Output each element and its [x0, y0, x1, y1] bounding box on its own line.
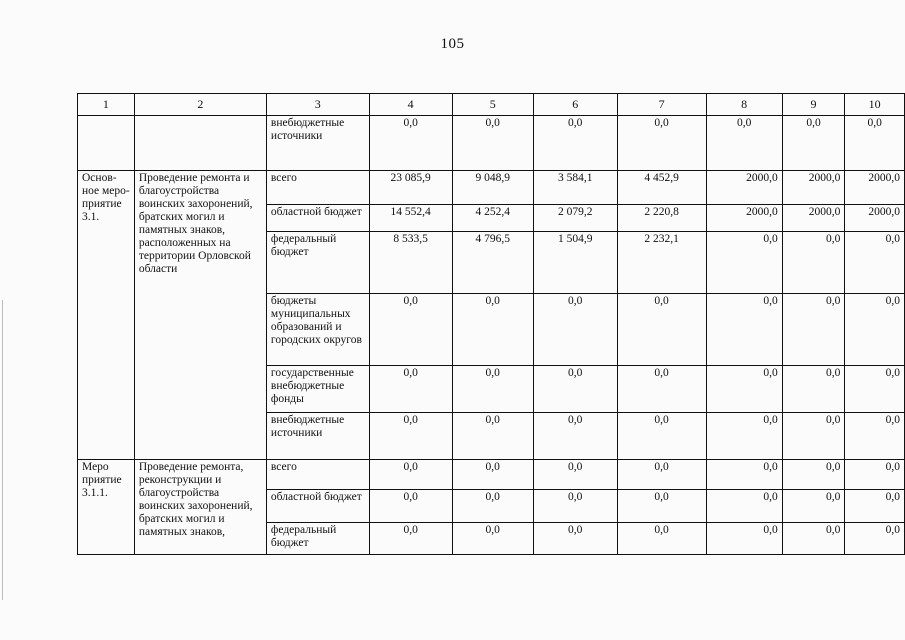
activity-name-cell: Проведение ремонта и благоустройства воинских захоронений, братских могил и памятных знаков, расположенных на территории Орловской области	[134, 171, 266, 460]
value-cell: 2 079,2	[533, 205, 617, 232]
header-cell: 10	[845, 94, 905, 116]
value-cell: 0,0	[369, 294, 452, 366]
value-cell: 0,0	[845, 294, 905, 366]
value-cell: 8 533,5	[369, 232, 452, 294]
source-cell: внебюджетные источники	[266, 116, 369, 171]
header-row	[78, 94, 905, 116]
value-cell: 0,0	[845, 116, 905, 171]
header-cell: 2	[134, 94, 266, 116]
value-cell: 0,0	[845, 523, 905, 555]
value-cell: 0,0	[533, 460, 617, 490]
value-cell: 0,0	[782, 366, 845, 413]
header-cell: 1	[78, 94, 135, 116]
budget-table	[77, 93, 905, 555]
table-body	[78, 94, 905, 555]
value-cell: 0,0	[845, 413, 905, 460]
table-row	[78, 171, 905, 205]
activity-code-cell: Основ-ное меро-приятие 3.1.	[78, 171, 135, 460]
header-cell: 3	[266, 94, 369, 116]
header-cell: 6	[533, 94, 617, 116]
funding-source-cell: областной бюджет	[266, 490, 369, 523]
value-cell: 0,0	[782, 413, 845, 460]
value-cell: 2000,0	[782, 171, 845, 205]
funding-source-cell: всего	[266, 460, 369, 490]
funding-source-cell: всего	[266, 171, 369, 205]
value-cell: 0,0	[845, 490, 905, 523]
value-cell: 0,0	[369, 460, 452, 490]
value-cell: 2000,0	[845, 171, 905, 205]
value-cell: 0,0	[452, 116, 533, 171]
value-cell: 0,0	[706, 116, 782, 171]
funding-source-cell: государственные внебюджетные фонды	[266, 366, 369, 413]
value-cell: 9 048,9	[452, 171, 533, 205]
value-cell: 0,0	[452, 294, 533, 366]
value-cell: 0,0	[452, 413, 533, 460]
value-cell: 1 504,9	[533, 232, 617, 294]
value-cell: 0,0	[845, 366, 905, 413]
activity-name-cell: Проведение ремонта, реконструкции и благоустройства воинских захоронений, братских могил и памятных знаков,	[134, 460, 266, 555]
activity-code-cell: Меро приятие 3.1.1.	[78, 460, 135, 555]
value-cell: 0,0	[617, 294, 706, 366]
funding-source-cell: бюджеты муниципальных образований и городских округов	[266, 294, 369, 366]
value-cell: 0,0	[533, 413, 617, 460]
code-cell-empty	[78, 116, 135, 171]
value-cell: 0,0	[617, 490, 706, 523]
value-cell: 14 552,4	[369, 205, 452, 232]
header-cell: 7	[617, 94, 706, 116]
value-cell: 0,0	[706, 460, 782, 490]
value-cell: 0,0	[533, 294, 617, 366]
value-cell: 0,0	[617, 413, 706, 460]
value-cell: 0,0	[452, 460, 533, 490]
value-cell: 4 452,9	[617, 171, 706, 205]
value-cell: 0,0	[706, 413, 782, 460]
header-cell: 9	[782, 94, 845, 116]
value-cell: 0,0	[452, 366, 533, 413]
funding-source-cell: областной бюджет	[266, 205, 369, 232]
funding-source-cell: федеральный бюджет	[266, 232, 369, 294]
value-cell: 23 085,9	[369, 171, 452, 205]
value-cell: 0,0	[369, 116, 452, 171]
value-cell: 2 220,8	[617, 205, 706, 232]
page-number: 105	[440, 36, 465, 52]
value-cell: 0,0	[617, 523, 706, 555]
value-cell: 0,0	[369, 523, 452, 555]
value-cell: 2000,0	[706, 171, 782, 205]
value-cell: 0,0	[782, 232, 845, 294]
value-cell: 0,0	[706, 490, 782, 523]
value-cell: 0,0	[845, 232, 905, 294]
value-cell: 2000,0	[845, 205, 905, 232]
value-cell: 2 232,1	[617, 232, 706, 294]
value-cell: 0,0	[782, 523, 845, 555]
name-cell-empty	[134, 116, 266, 171]
header-cell: 4	[369, 94, 452, 116]
value-cell: 0,0	[706, 294, 782, 366]
value-cell: 0,0	[369, 366, 452, 413]
table-row	[78, 116, 905, 171]
value-cell: 0,0	[452, 490, 533, 523]
value-cell: 0,0	[369, 413, 452, 460]
value-cell: 0,0	[452, 523, 533, 555]
value-cell: 2000,0	[706, 205, 782, 232]
table-row	[78, 460, 905, 490]
value-cell: 0,0	[369, 490, 452, 523]
scan-edge-line	[2, 300, 3, 600]
value-cell: 0,0	[782, 294, 845, 366]
value-cell: 0,0	[617, 366, 706, 413]
header-cell: 5	[452, 94, 533, 116]
value-cell: 0,0	[782, 460, 845, 490]
value-cell: 4 796,5	[452, 232, 533, 294]
value-cell: 0,0	[533, 490, 617, 523]
value-cell: 0,0	[533, 523, 617, 555]
value-cell: 0,0	[617, 116, 706, 171]
value-cell: 2000,0	[782, 205, 845, 232]
value-cell: 4 252,4	[452, 205, 533, 232]
value-cell: 0,0	[706, 366, 782, 413]
value-cell: 0,0	[845, 460, 905, 490]
funding-source-cell: внебюджетные источники	[266, 413, 369, 460]
funding-source-cell: федеральный бюджет	[266, 523, 369, 555]
header-cell: 8	[706, 94, 782, 116]
value-cell: 0,0	[533, 366, 617, 413]
value-cell: 0,0	[782, 116, 845, 171]
value-cell: 0,0	[617, 460, 706, 490]
value-cell: 3 584,1	[533, 171, 617, 205]
value-cell: 0,0	[706, 232, 782, 294]
value-cell: 0,0	[706, 523, 782, 555]
value-cell: 0,0	[533, 116, 617, 171]
value-cell: 0,0	[782, 490, 845, 523]
